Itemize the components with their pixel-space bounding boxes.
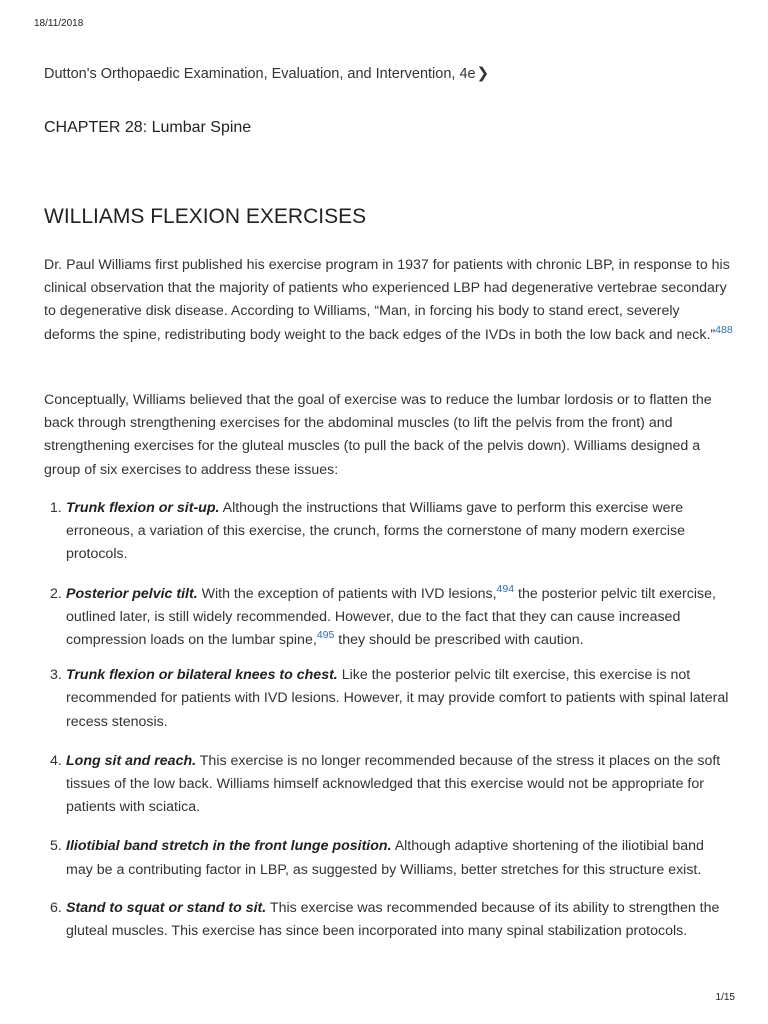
exercise-term: Trunk flexion or sit-up.	[66, 500, 220, 516]
exercise-term: Stand to squat or stand to sit.	[66, 899, 267, 916]
exercise-description: Although adaptive shortening of the iliotibial band may be a contributing factor in LBP, as suggested by Williams, better stretches for this structure exist.	[66, 838, 704, 878]
list-item	[44, 897, 734, 943]
book-title[interactable]: Dutton's Orthopaedic Examination, Evaluation, and Intervention, 4e	[44, 66, 476, 82]
concept-paragraph: Conceptually, Williams believed that the goal of exercise was to reduce the lumbar lordosis or to flatten the back through strengthening exercises for the abdominal muscles (to lift the pelvis from the front) and strengthening exercises for the gluteal muscles (to pull the back of the pelvis down). Williams designed a group of six exercises to address these issues:	[44, 392, 712, 478]
book-breadcrumb[interactable]	[44, 64, 489, 82]
exercise-term: Iliotibial band stretch in the front lunge position.	[66, 838, 392, 855]
exercise-description: they should be prescribed with caution.	[334, 632, 584, 649]
exercise-description: With the exception of patients with IVD lesions,	[197, 585, 497, 602]
list-item	[44, 835, 734, 881]
list-item-number: 3.	[50, 667, 62, 684]
intro-paragraph	[44, 254, 734, 347]
page-number: 1/15	[715, 992, 735, 1003]
print-date: 18/11/2018	[34, 18, 84, 29]
list-item	[44, 583, 734, 653]
list-item	[44, 497, 734, 567]
reference-link[interactable]: 488	[715, 323, 733, 336]
exercise-description: This exercise is no longer recommended because of the stress it places on the soft tissues of the low back. Williams himself acknowledged that this exercise would not be appropriate for patients with sciatica.	[66, 752, 721, 816]
list-item-number: 5.	[50, 838, 62, 855]
exercise-description: the posterior pelvic tilt exercise, outlined later, is still widely recommended. However, due to the fact that they can cause increased compression loads on the lumbar spine,	[66, 585, 716, 649]
exercise-description: Like the posterior pelvic tilt exercise, this exercise is not recommended for patients with IVD lesions. However, it may provide comfort to patients with spinal lateral recess stenosis.	[66, 667, 729, 730]
list-item-number: 1.	[50, 500, 62, 516]
exercise-term: Trunk flexion or bilateral knees to chest.	[66, 667, 338, 684]
exercise-description: Although the instructions that Williams gave to perform this exercise were erroneous, a variation of this exercise, the crunch, forms the cornerstone of many modern exercise protocols.	[66, 500, 686, 563]
paragraph-text: Dr. Paul Williams first published his exercise program in 1937 for patients with chronic LBP, in response to his clinical observation that the majority of patients who experienced LBP had degenerative vertebrae secondary to degenerative disk disease. According to Williams, “Man, in forcing his body to stand erect, severely deforms the spine, redistributing body weight to the back edges of the IVDs in both the low back and neck.”	[44, 257, 730, 343]
reference-link[interactable]: 494	[496, 582, 515, 595]
list-item-number: 2.	[50, 585, 62, 602]
list-item-number: 4.	[50, 752, 62, 769]
reference-link[interactable]: 495	[316, 629, 335, 642]
chapter-title: CHAPTER 28: Lumbar Spine	[44, 119, 252, 136]
list-item	[44, 750, 734, 820]
exercise-term: Long sit and reach.	[66, 752, 197, 769]
exercise-list	[44, 497, 734, 943]
list-item-number: 6.	[50, 899, 62, 916]
chevron-right-icon[interactable]: ❯	[476, 65, 490, 82]
exercise-term: Posterior pelvic tilt.	[66, 585, 198, 602]
section-heading: WILLIAMS FLEXION EXERCISES	[44, 205, 367, 228]
list-item	[44, 664, 734, 734]
exercise-description: This exercise was recommended because of its ability to strengthen the gluteal muscles. This exercise has since been incorporated into many spinal stabilization protocols.	[66, 899, 720, 940]
